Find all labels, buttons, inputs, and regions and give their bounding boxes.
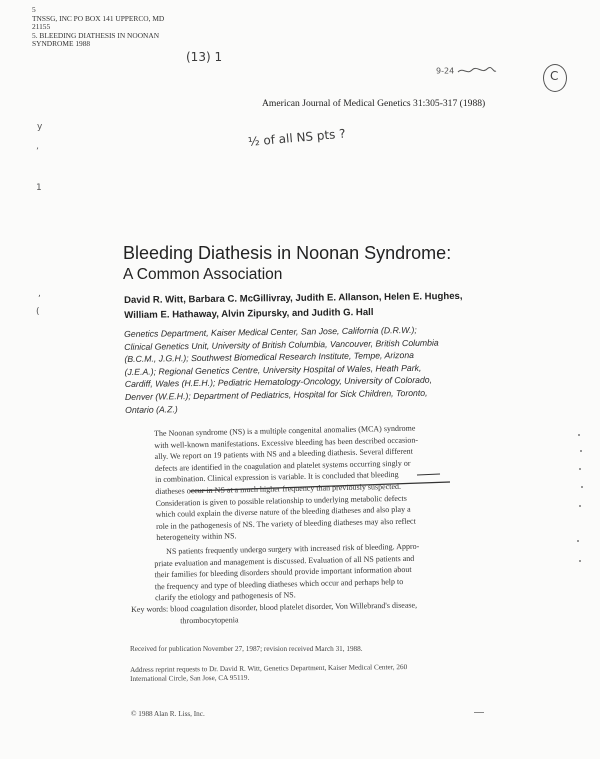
affiliation-line: Clinical Genetics Unit, University of British Columbia, Vancouver, British Columbia: [124, 337, 439, 352]
abstract-paragraph-2: [154, 541, 420, 604]
received-note: Received for publication November 27, 1987; revision received March 31, 1988.: [130, 645, 363, 653]
margin-mark: 1: [36, 183, 42, 193]
journal-citation: American Journal of Medical Genetics 31:305-317 (1988): [262, 98, 486, 109]
stamp-line: 5: [32, 5, 36, 14]
footer-mark: [474, 708, 484, 713]
affiliation-line: Genetics Department, Kaiser Medical Center, San Jose, California (D.R.W.);: [124, 324, 417, 339]
affiliation-line: (B.C.M., J.G.H.); Southwest Biomedical Research Institute, Tempe, Arizona: [124, 350, 415, 365]
margin-mark: ’: [36, 147, 39, 157]
address-line: International Circle, San Jose, CA 95119.: [130, 674, 250, 684]
abstract-line: diatheses occur in NS at a much higher frequency than previously suspected.: [155, 481, 402, 496]
margin-mark: ,: [38, 289, 41, 299]
abstract-line: Consideration is given to possible relationship to underlying metabolic defects: [155, 493, 407, 508]
author-line: William E. Hathaway, Alvin Zipursky, and Judith G. Hall: [124, 306, 374, 321]
abstract-line: The Noonan syndrome (NS) is a multiple congenital anomalies (MCA) syndrome: [154, 423, 416, 438]
affiliation-line: Denver (W.E.H.); Department of Pediatrics, Hospital for Sick Children, Toronto,: [124, 387, 428, 402]
abstract-line: clarify the etiology and pathogenesis of NS.: [154, 590, 296, 603]
abstract-line: with well-known manifestations. Excessive bleeding has been described occasion-: [154, 435, 419, 450]
abstract-line: defects are identified in the coagulation and platelet systems occurring singly or: [154, 458, 411, 473]
affiliation-line: Cardiff, Wales (H.E.H.); Pediatric Hematology-Oncology, University of Colorado,: [124, 375, 433, 390]
affiliation-line: Ontario (A.Z.): [125, 403, 178, 415]
stamp-line: TNSSG, INC PO BOX 141 UPPERCO, MD: [32, 13, 165, 23]
abstract-line: their families for bleeding disorders should provide important information about: [154, 565, 412, 580]
address-line: Address reprint requests to Dr. David R. Witt, Genetics Department, Kaiser Medical Center, 260: [130, 663, 408, 674]
stamp-line: SYNDROME 1988: [32, 39, 91, 49]
circled-letter: C: [550, 69, 559, 83]
author-line: David R. Witt, Barbara C. McGillivray, Judith E. Allanson, Helen E. Hughes,: [124, 290, 463, 306]
abstract-line: the frequency and type of bleeding diatheses which occur and perhaps help to: [154, 576, 404, 592]
margin-mark: (: [36, 307, 40, 317]
abstract-line: priate evaluation and management is discussed. Evaluation of all NS patients and: [154, 553, 415, 568]
abstract-line: which could explain the diverse nature of the bleeding diatheses and also play a: [155, 504, 411, 520]
abstract-line: ally. We report on 19 patients with NS and a bleeding diathesis. Several different: [154, 446, 413, 462]
date-note-text: 9-24: [436, 66, 457, 76]
article-title: Bleeding Diathesis in Noonan Syndrome:: [123, 243, 452, 263]
key-words: [131, 600, 417, 628]
handwritten-page-number: (13) 1: [186, 50, 223, 64]
key-words-line: thrombocytopenia: [180, 614, 239, 625]
abstract-line: in combination. Clinical expression is variable. It is concluded that bleeding: [154, 470, 399, 485]
abstract-line: heterogeneity within NS.: [156, 531, 237, 543]
handwritten-margin-note: ½ of all NS pts ?: [247, 126, 347, 149]
article-subtitle: A Common Association: [123, 266, 283, 283]
stamp-line: 21155: [32, 22, 51, 32]
copyright-note: © 1988 Alan R. Liss, Inc.: [131, 710, 205, 718]
affiliation-line: (J.E.A.); Regional Genetics Centre, University Hospital of Wales, Heath Park,: [124, 362, 422, 377]
abstract-line: NS patients frequently undergo surgery with increased risk of bleeding. Appro-: [166, 541, 420, 556]
abstract-line: role in the pathogenesis of NS. The variety of bleeding diatheses may also reflect: [155, 516, 416, 531]
key-words-label: Key words:: [131, 604, 169, 614]
stamp-line: 5. BLEEDING DIATHESIS IN NOONAN: [32, 30, 160, 40]
key-words-line: blood coagulation disorder, blood platelet disorder, Von Willebrand's disease,: [170, 600, 418, 614]
address-note: [130, 663, 407, 685]
margin-mark: y: [37, 122, 43, 132]
